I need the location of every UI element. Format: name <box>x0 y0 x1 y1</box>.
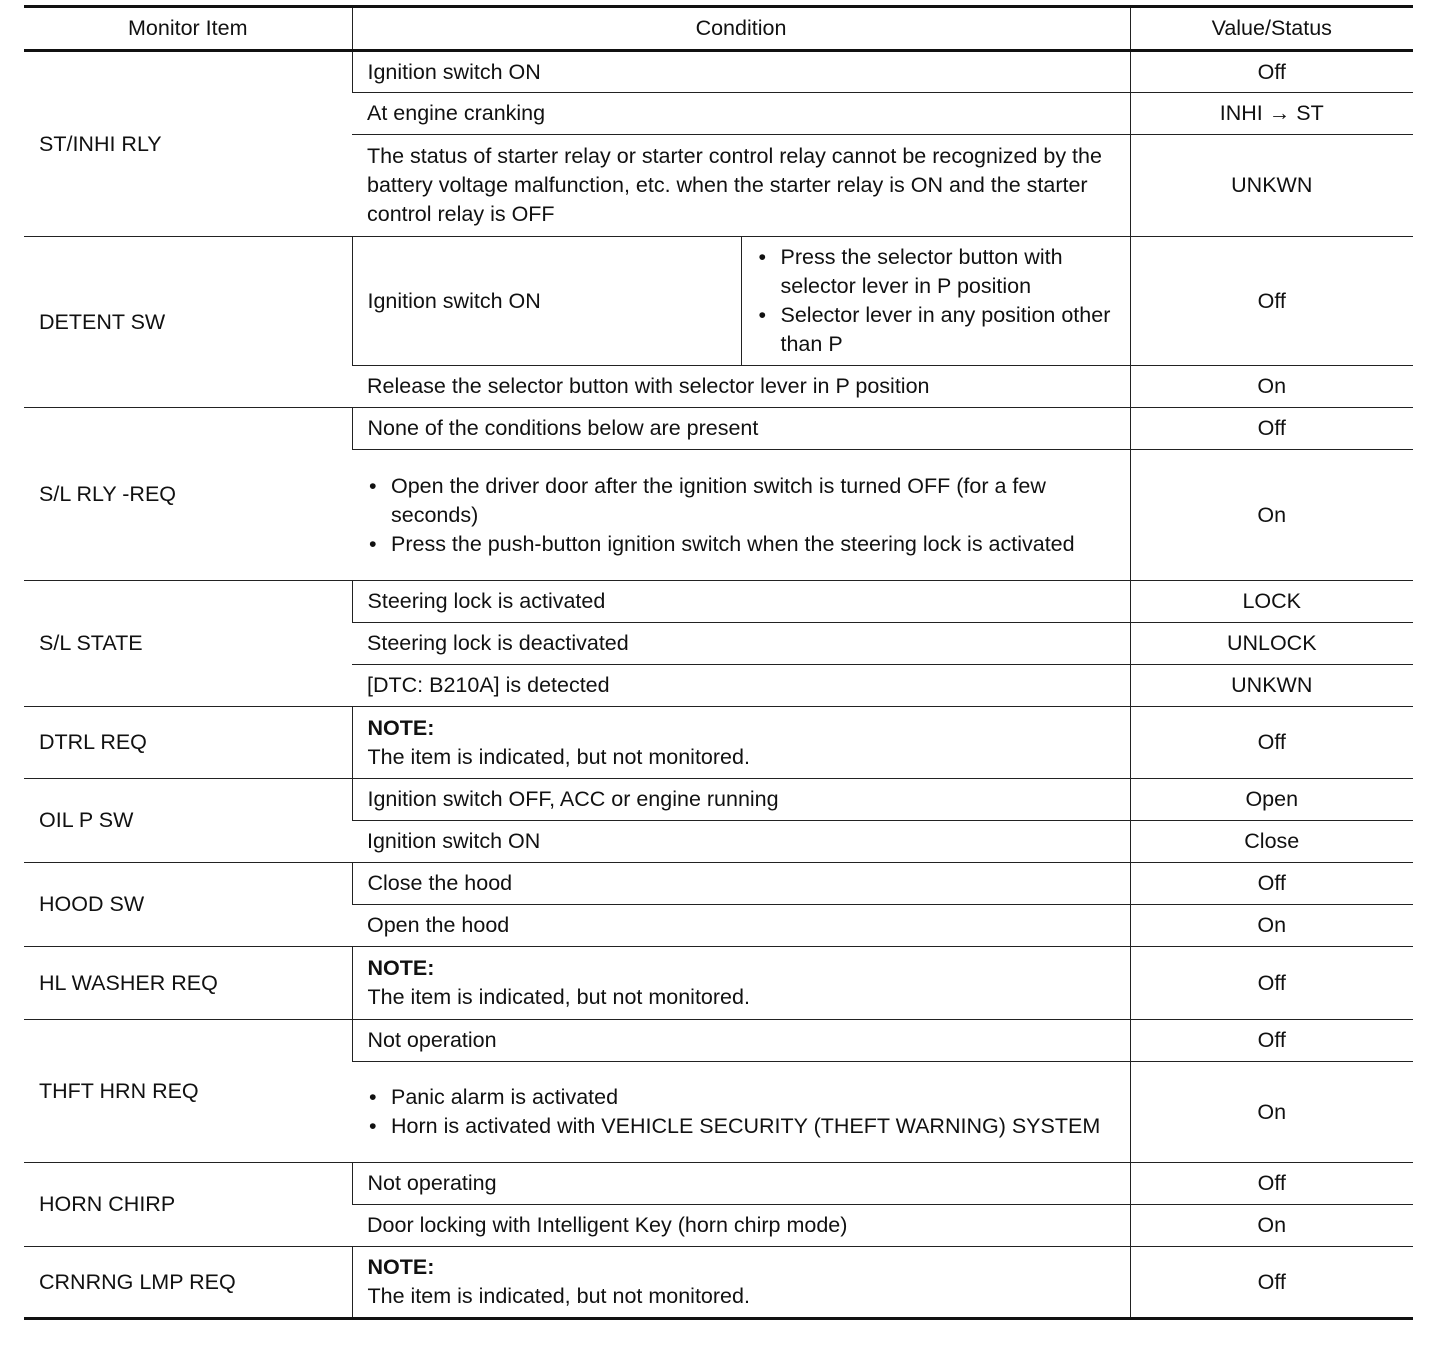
value-status: On <box>1130 450 1413 581</box>
value-status: LOCK <box>1130 581 1413 623</box>
bullet-item: • Press the push-button ignition switch when the steering lock is activated <box>367 530 1115 559</box>
table-row <box>24 1247 1413 1319</box>
note-text: The item is indicated, but not monitored. <box>367 1284 750 1308</box>
monitor-table <box>24 5 1413 1320</box>
bullet-item: • Press the selector button with selector lever in P position <box>757 243 1115 301</box>
table-row <box>24 51 1413 93</box>
condition: At engine cranking <box>352 93 1130 135</box>
condition: [DTC: B210A] is detected <box>352 665 1130 707</box>
condition: Close the hood <box>352 863 1130 905</box>
condition: Ignition switch OFF, ACC or engine running <box>352 779 1130 821</box>
condition: Ignition switch ON <box>352 821 1130 863</box>
value-status: Close <box>1130 821 1413 863</box>
bullet-item: • Selector lever in any position other than P <box>757 301 1115 359</box>
value-status: On <box>1130 1205 1413 1247</box>
monitor-item: CRNRNG LMP REQ <box>24 1247 352 1319</box>
header-row <box>24 7 1413 51</box>
value-status: Off <box>1130 51 1413 93</box>
value-status: Off <box>1130 1247 1413 1319</box>
condition: Not operation <box>352 1020 1130 1062</box>
bullet-item: • Horn is activated with VEHICLE SECURITY (THEFT WARNING) SYSTEM <box>367 1112 1115 1141</box>
note-label: NOTE: <box>367 956 435 980</box>
value-status: Off <box>1130 237 1413 366</box>
condition: Open the hood <box>352 905 1130 947</box>
value-status: Off <box>1130 408 1413 450</box>
condition: The status of starter relay or starter control relay cannot be recognized by the battery voltage malfunction, etc. when the starter relay is ON and the starter control relay is OFF <box>352 135 1130 237</box>
monitor-item: ST/INHI RLY <box>24 51 352 237</box>
condition: Door locking with Intelligent Key (horn chirp mode) <box>352 1205 1130 1247</box>
value-status: UNKWN <box>1130 665 1413 707</box>
value-status: Off <box>1130 1163 1413 1205</box>
table-row <box>24 408 1413 450</box>
monitor-item: HOOD SW <box>24 863 352 947</box>
value-status: Off <box>1130 863 1413 905</box>
header-value-status: Value/Status <box>1130 7 1413 51</box>
value-status: UNKWN <box>1130 135 1413 237</box>
monitor-item: DETENT SW <box>24 237 352 408</box>
value-status: Off <box>1130 707 1413 779</box>
monitor-item: DTRL REQ <box>24 707 352 779</box>
note-text: The item is indicated, but not monitored. <box>367 985 750 1009</box>
condition <box>352 707 1130 779</box>
condition <box>352 1062 1130 1163</box>
monitor-item: THFT HRN REQ <box>24 1020 352 1163</box>
value-status: Off <box>1130 1020 1413 1062</box>
monitor-item: S/L STATE <box>24 581 352 707</box>
value-status: On <box>1130 1062 1413 1163</box>
table-row <box>24 1163 1413 1205</box>
table-row <box>24 779 1413 821</box>
condition: Not operating <box>352 1163 1130 1205</box>
monitor-item: S/L RLY -REQ <box>24 408 352 581</box>
table-row <box>24 1020 1413 1062</box>
condition: None of the conditions below are present <box>352 408 1130 450</box>
bullet-item: • Open the driver door after the ignition switch is turned OFF (for a few seconds) <box>367 472 1115 530</box>
value-status: On <box>1130 366 1413 408</box>
condition: Release the selector button with selector lever in P position <box>352 366 1130 408</box>
monitor-item: HORN CHIRP <box>24 1163 352 1247</box>
condition <box>352 450 1130 581</box>
header-monitor-item: Monitor Item <box>24 7 352 51</box>
condition: Ignition switch ON <box>352 51 1130 93</box>
value-status: UNLOCK <box>1130 623 1413 665</box>
condition: Ignition switch ON <box>352 237 741 366</box>
value-status: Off <box>1130 947 1413 1020</box>
note-label: NOTE: <box>367 715 435 740</box>
table-row <box>24 707 1413 779</box>
condition <box>352 1247 1130 1319</box>
condition: Steering lock is deactivated <box>352 623 1130 665</box>
condition: Steering lock is activated <box>352 581 1130 623</box>
condition-detail <box>741 237 1130 366</box>
note-text: The item is indicated, but not monitored. <box>367 744 750 769</box>
condition <box>352 947 1130 1020</box>
bullet-item: • Panic alarm is activated <box>367 1083 1115 1112</box>
value-status: INHI → ST <box>1130 93 1413 135</box>
value-status: Open <box>1130 779 1413 821</box>
note-label: NOTE: <box>367 1255 435 1279</box>
table-row <box>24 863 1413 905</box>
table-row <box>24 581 1413 623</box>
value-status: On <box>1130 905 1413 947</box>
monitor-item: OIL P SW <box>24 779 352 863</box>
table-row <box>24 947 1413 1020</box>
header-condition: Condition <box>352 7 1130 51</box>
table-row <box>24 237 1413 366</box>
monitor-item: HL WASHER REQ <box>24 947 352 1020</box>
